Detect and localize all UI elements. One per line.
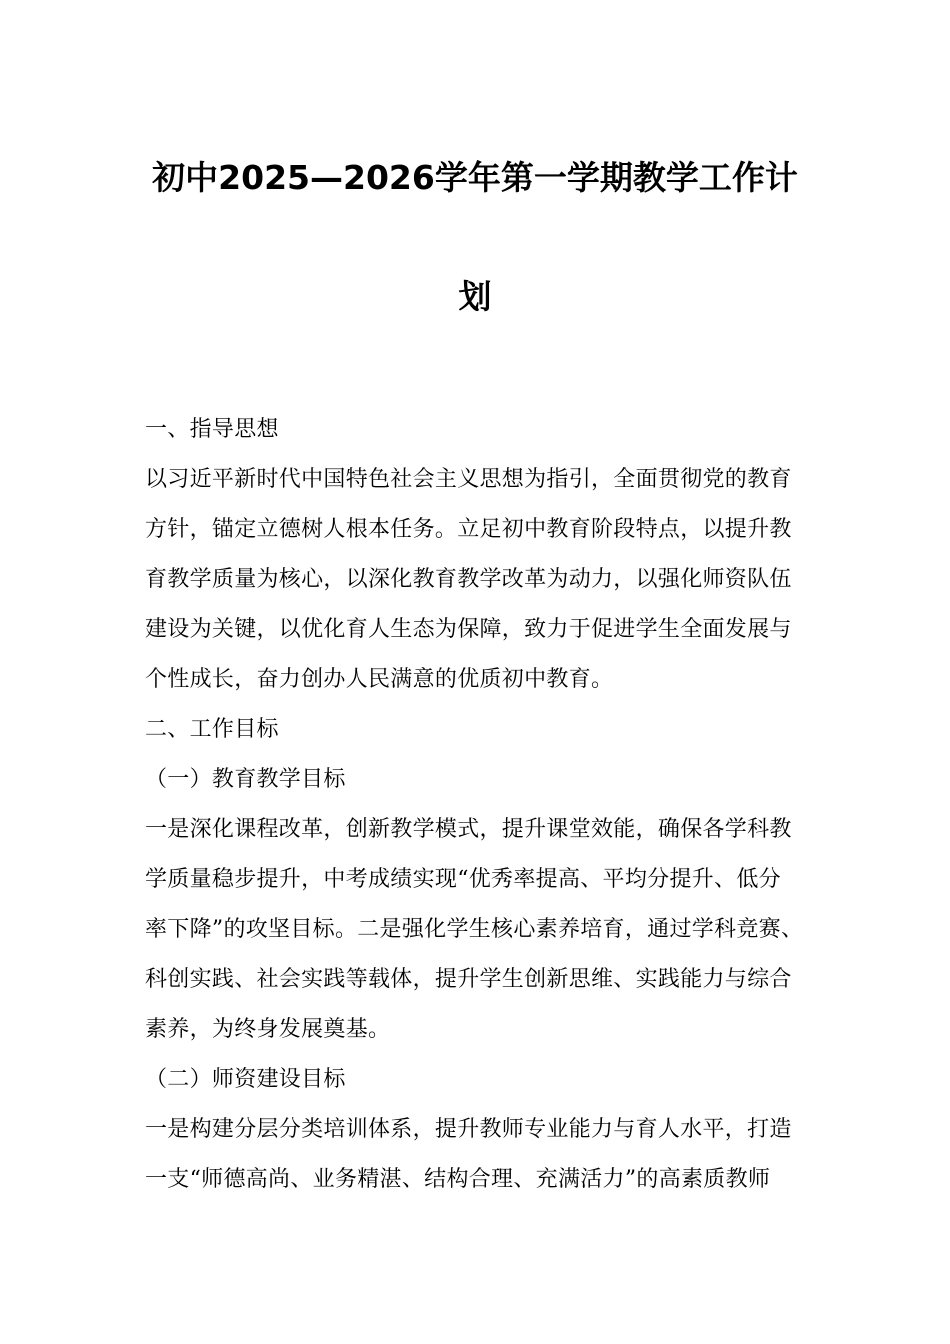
paragraph-line: 学质量稳步提升，中考成绩实现“优秀率提高、平均分提升、低分 (145, 867, 781, 892)
paragraph-line: 一是深化课程改革，创新教学模式，提升课堂效能，确保各学科教 (145, 817, 792, 842)
subsection-heading-teaching-goals: （一）教育教学目标 (145, 767, 346, 792)
paragraph-line: 方针，锚定立德树人根本任务。立足初中教育阶段特点，以提升教 (145, 517, 792, 542)
paragraph-line: 科创实践、社会实践等载体，提升学生创新思维、实践能力与综合 (145, 967, 792, 992)
document-title-line-2: 划 (458, 277, 492, 316)
section-heading-guiding-ideology: 一、指导思想 (145, 417, 279, 442)
paragraph-line: 一支“师德高尚、业务精湛、结构合理、充满活力”的高素质教师 (145, 1167, 771, 1192)
subsection-heading-teacher-goals: （二）师资建设目标 (145, 1067, 346, 1092)
paragraph-line: 素养，为终身发展奠基。 (145, 1017, 391, 1042)
paragraph-line: 育教学质量为核心，以深化教育教学改革为动力，以强化师资队伍 (145, 567, 792, 592)
section-heading-work-goals: 二、工作目标 (145, 717, 279, 742)
document-body (145, 411, 835, 1211)
paragraph-line: 个性成长，奋力创办人民满意的优质初中教育。 (145, 667, 614, 692)
paragraph-line: 率下降”的攻坚目标。二是强化学生核心素养培育，通过学科竞赛、 (145, 917, 804, 942)
paragraph-line: 一是构建分层分类培训体系，提升教师专业能力与育人水平，打造 (145, 1117, 792, 1142)
paragraph-line: 建设为关键，以优化育人生态为保障，致力于促进学生全面发展与 (145, 617, 792, 642)
paragraph-line: 以习近平新时代中国特色社会主义思想为指引，全面贯彻党的教育 (145, 467, 792, 492)
document-title-line-1: 初中2025—2026学年第一学期教学工作计 (152, 158, 798, 197)
